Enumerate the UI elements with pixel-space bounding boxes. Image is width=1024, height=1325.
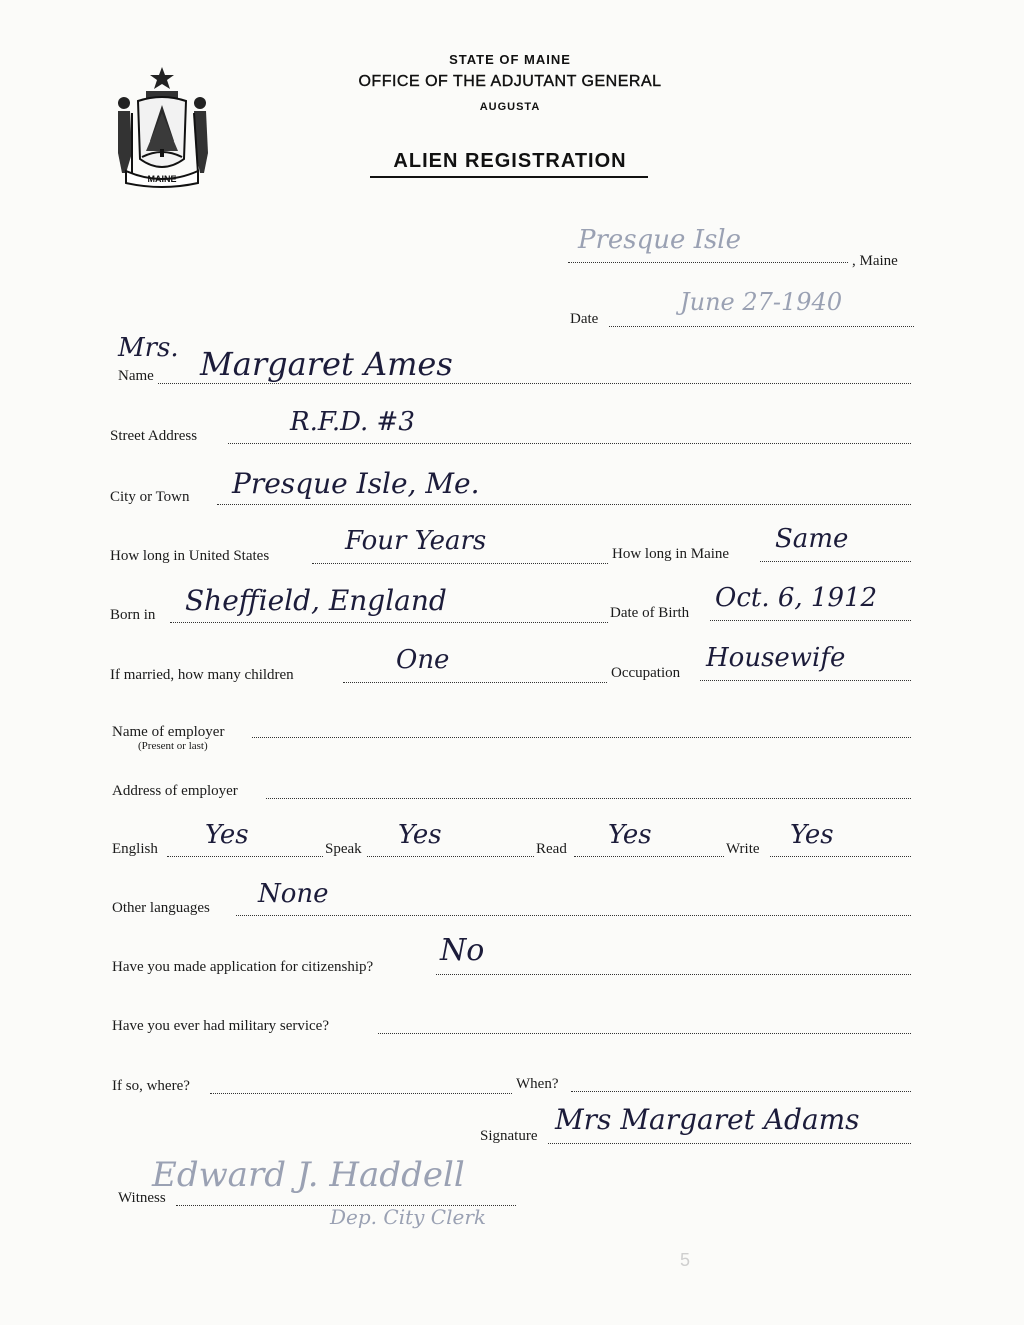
title-underline: [370, 176, 648, 178]
received-stamp: 5: [680, 1250, 694, 1270]
witness-value: Edward J. Haddell: [152, 1155, 465, 1195]
office-heading: OFFICE OF THE ADJUTANT GENERAL: [358, 73, 662, 90]
english-value: Yes: [205, 820, 249, 850]
occupation-value: Housewife: [706, 643, 846, 673]
date-label: Date: [570, 311, 599, 327]
signature-label: Signature: [480, 1128, 538, 1144]
name-label: Name: [118, 368, 154, 384]
employer-label: Name of employer: [112, 724, 225, 740]
street-value: R.F.D. #3: [290, 407, 415, 437]
witness-label: Witness: [118, 1190, 166, 1206]
citizenship-value: No: [440, 933, 485, 968]
where-label: If so, where?: [112, 1078, 190, 1094]
date-value: June 27-1940: [680, 288, 843, 316]
name-prefix: Mrs.: [118, 333, 179, 363]
other-languages-value: None: [258, 879, 329, 909]
read-value: Yes: [608, 820, 652, 850]
occupation-label: Occupation: [611, 665, 681, 681]
dob-value: Oct. 6, 1912: [715, 583, 878, 613]
maine-duration-label: How long in Maine: [612, 546, 730, 562]
speak-value: Yes: [398, 820, 442, 850]
place-label: , Maine: [852, 253, 898, 269]
signature-value: Mrs Margaret Adams: [555, 1103, 860, 1136]
children-value: One: [396, 645, 450, 675]
citizenship-label: Have you made application for citizenship?: [112, 959, 374, 975]
city-label: City or Town: [110, 489, 190, 505]
street-label: Street Address: [110, 428, 198, 444]
when-label: When?: [516, 1076, 559, 1092]
us-duration-value: Four Years: [345, 526, 487, 556]
city-value: Presque Isle, Me.: [232, 467, 480, 500]
dob-label: Date of Birth: [610, 605, 690, 621]
english-label: English: [112, 841, 158, 857]
military-label: Have you ever had military service?: [112, 1018, 329, 1034]
state-heading: STATE OF MAINE: [449, 52, 571, 67]
write-label: Write: [726, 841, 760, 857]
witness-title: Dep. City Clerk: [330, 1205, 486, 1229]
city-heading: AUGUSTA: [479, 101, 541, 113]
maine-duration-value: Same: [775, 524, 849, 554]
other-languages-label: Other languages: [112, 900, 210, 916]
form-title: ALIEN REGISTRATION: [393, 150, 627, 172]
speak-label: Speak: [325, 841, 362, 857]
employer-sublabel: (Present or last): [138, 740, 208, 752]
place-value: Presque Isle: [578, 225, 742, 255]
name-value: Margaret Ames: [200, 345, 453, 383]
children-label: If married, how many children: [110, 667, 294, 683]
write-value: Yes: [790, 820, 834, 850]
born-in-value: Sheffield, England: [185, 584, 447, 617]
seal-banner-text: MAINE: [147, 174, 177, 184]
employer-address-label: Address of employer: [112, 783, 238, 799]
read-label: Read: [536, 841, 567, 857]
us-duration-label: How long in United States: [110, 548, 270, 564]
born-in-label: Born in: [110, 607, 156, 623]
